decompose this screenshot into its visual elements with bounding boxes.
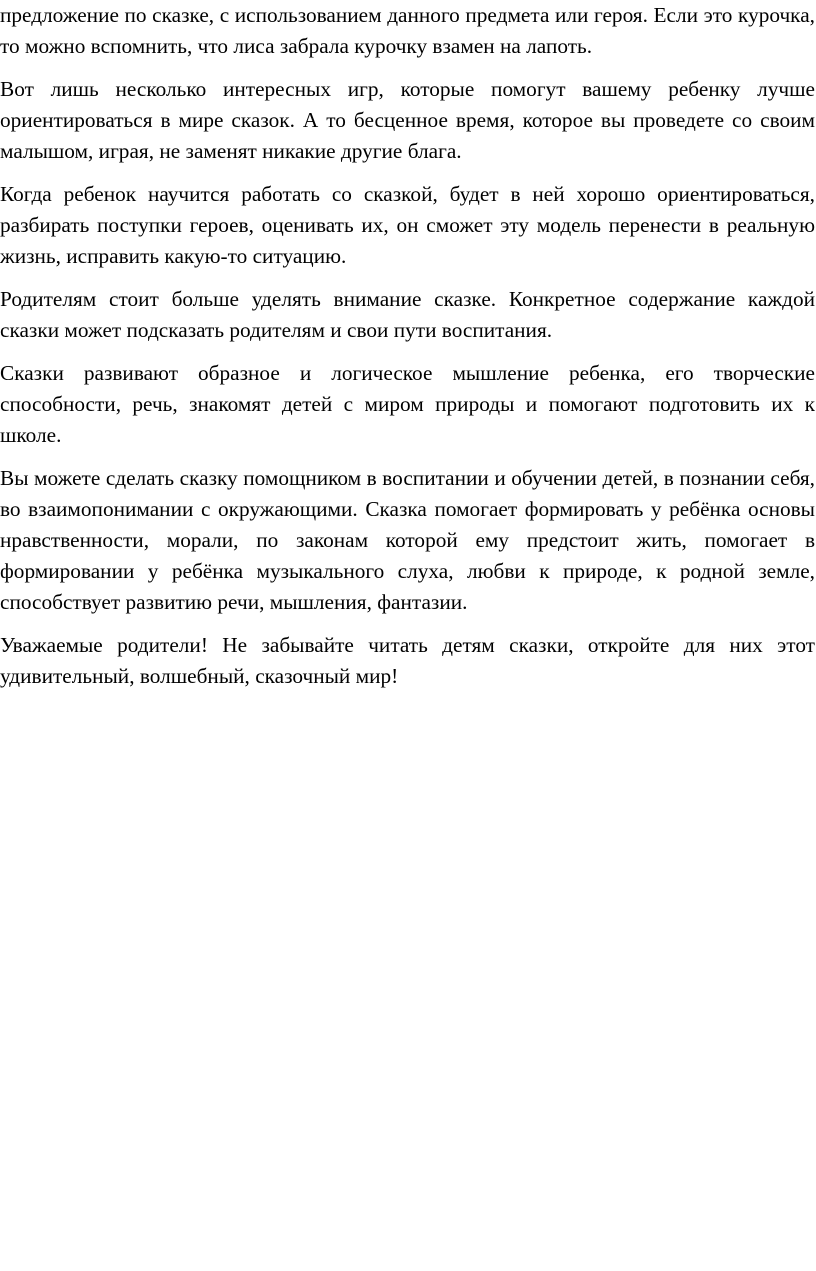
paragraph-7: Уважаемые родители! Не забывайте читать детям сказки, откройте для них этот удивительный, волшебный, сказочный мир! xyxy=(0,633,815,688)
paragraph-4: Родителям стоит больше уделять внимание сказке. Конкретное содержание каждой сказки может подсказать родителям и свои пути воспитания. xyxy=(0,287,815,342)
paragraph-3: Когда ребенок научится работать со сказкой, будет в ней хорошо ориентироваться, разбирать поступки героев, оценивать их, он сможет эту модель перенести в реальную жизнь, исправить какую-то ситуацию. xyxy=(0,182,815,268)
paragraph-5: Сказки развивают образное и логическое мышление ребенка, его творческие способности, речь, знакомят детей с миром природы и помогают подготовить их к школе. xyxy=(0,361,815,447)
paragraph-6: Вы можете сделать сказку помощником в воспитании и обучении детей, в познании себя, во взаимопонимании с окружающими. Сказка помогает формировать у ребёнка основы нравственности, морали, по законам которой ему предстоит жить, помогает в формировании у ребёнка музыкального слуха, любви к природе, к родной земле, способствует развитию речи, мышления, фантазии. xyxy=(0,466,815,614)
paragraph-1: предложение по сказке, с использованием данного предмета или героя. Если это курочка, то можно вспомнить, что лиса забрала курочку взамен на лапоть. xyxy=(0,3,815,58)
paragraph-2: Вот лишь несколько интересных игр, которые помогут вашему ребенку лучше ориентироваться в мире сказок. А то бесценное время, которое вы проведете со своим малышом, играя, не заменят никакие другие блага. xyxy=(0,77,815,163)
